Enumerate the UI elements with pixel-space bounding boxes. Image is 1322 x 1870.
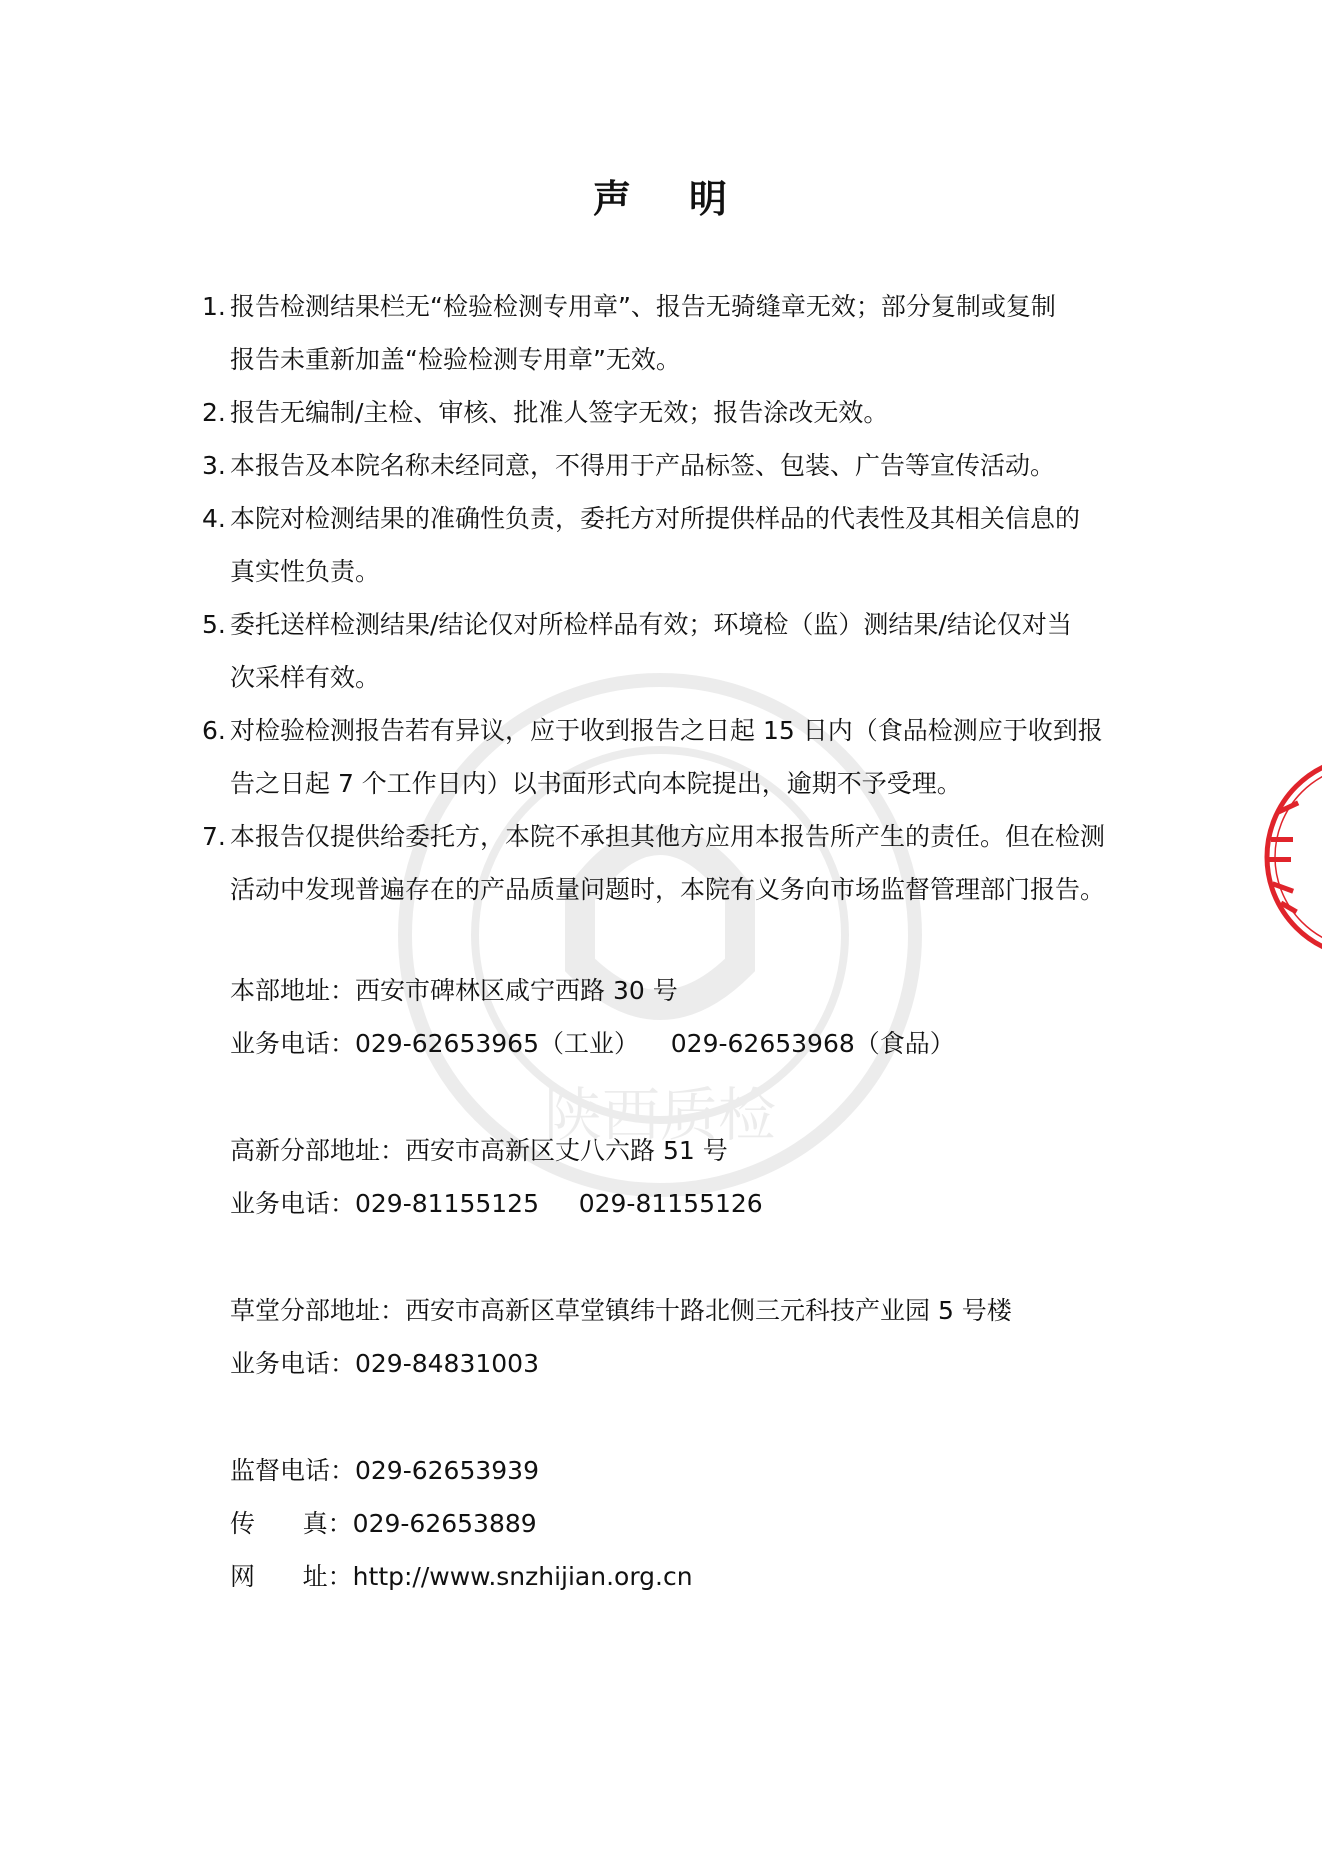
inspection-seal (1255, 745, 1322, 970)
caotang-address: 草堂分部地址：西安市高新区草堂镇纬十路北侧三元科技产业园 5 号楼 (230, 1296, 1012, 1325)
supervision-phone: 监督电话：029-62653939 (230, 1456, 539, 1485)
item-line: 告之日起 7 个工作日内）以书面形式向本院提出，逾期不予受理。 (230, 769, 962, 798)
item-line: 本院对检测结果的准确性负责，委托方对所提供样品的代表性及其相关信息的 (230, 504, 1081, 533)
page-title (0, 168, 1322, 223)
statement-item-6 (202, 704, 1142, 810)
item-line: 报告无编制/主检、审核、批准人签字无效；报告涂改无效。 (230, 398, 889, 427)
item-line: 真实性负责。 (230, 557, 381, 586)
item-number: 5. (202, 610, 226, 639)
item-number: 6. (202, 716, 226, 745)
statement-item-3 (202, 439, 1142, 492)
hq-phone: 业务电话：029-62653965（工业） 029-62653968（食品） (230, 1029, 955, 1058)
statement-item-2 (202, 386, 1142, 439)
item-line: 对检验检测报告若有异议，应于收到报告之日起 15 日内（食品检测应于收到报 (230, 716, 1103, 745)
statement-list (202, 280, 1142, 916)
title-char-1: 声 (592, 177, 633, 221)
item-line: 报告未重新加盖“检验检测专用章”无效。 (230, 345, 681, 374)
item-number: 4. (202, 504, 226, 533)
item-line: 本报告仅提供给委托方，本院不承担其他方应用本报告所产生的责任。但在检测 (230, 822, 1106, 851)
statement-item-4 (202, 492, 1142, 598)
item-line: 本报告及本院名称未经同意，不得用于产品标签、包装、广告等宣传活动。 (230, 451, 1056, 480)
watermark-text: 陕西质检 (543, 1081, 777, 1149)
gaoxin-address: 高新分部地址：西安市高新区丈八六路 51 号 (230, 1136, 728, 1165)
gaoxin-phone: 业务电话：029-81155125 029-81155126 (230, 1189, 763, 1218)
item-line: 报告检测结果栏无“检验检测专用章”、报告无骑缝章无效；部分复制或复制 (230, 292, 1056, 321)
statement-item-5 (202, 598, 1142, 704)
website[interactable]: 网 址：http://www.snzhijian.org.cn (230, 1562, 693, 1591)
statement-item-1 (202, 280, 1142, 386)
statement-item-7 (202, 810, 1142, 916)
item-line: 活动中发现普遍存在的产品质量问题时，本院有义务向市场监督管理部门报告。 (230, 875, 1106, 904)
hq-address: 本部地址：西安市碑林区咸宁西路 30 号 (230, 976, 678, 1005)
item-line: 委托送样检测结果/结论仅对所检样品有效；环境检（监）测结果/结论仅对当 (230, 610, 1072, 639)
contact-info (230, 964, 1130, 1603)
caotang-phone: 业务电话：029-84831003 (230, 1349, 539, 1378)
fax: 传 真：029-62653889 (230, 1509, 537, 1538)
item-line: 次采样有效。 (230, 663, 381, 692)
item-number: 7. (202, 822, 226, 851)
item-number: 1. (202, 292, 226, 321)
item-number: 2. (202, 398, 226, 427)
title-char-2: 明 (689, 177, 730, 221)
item-number: 3. (202, 451, 226, 480)
